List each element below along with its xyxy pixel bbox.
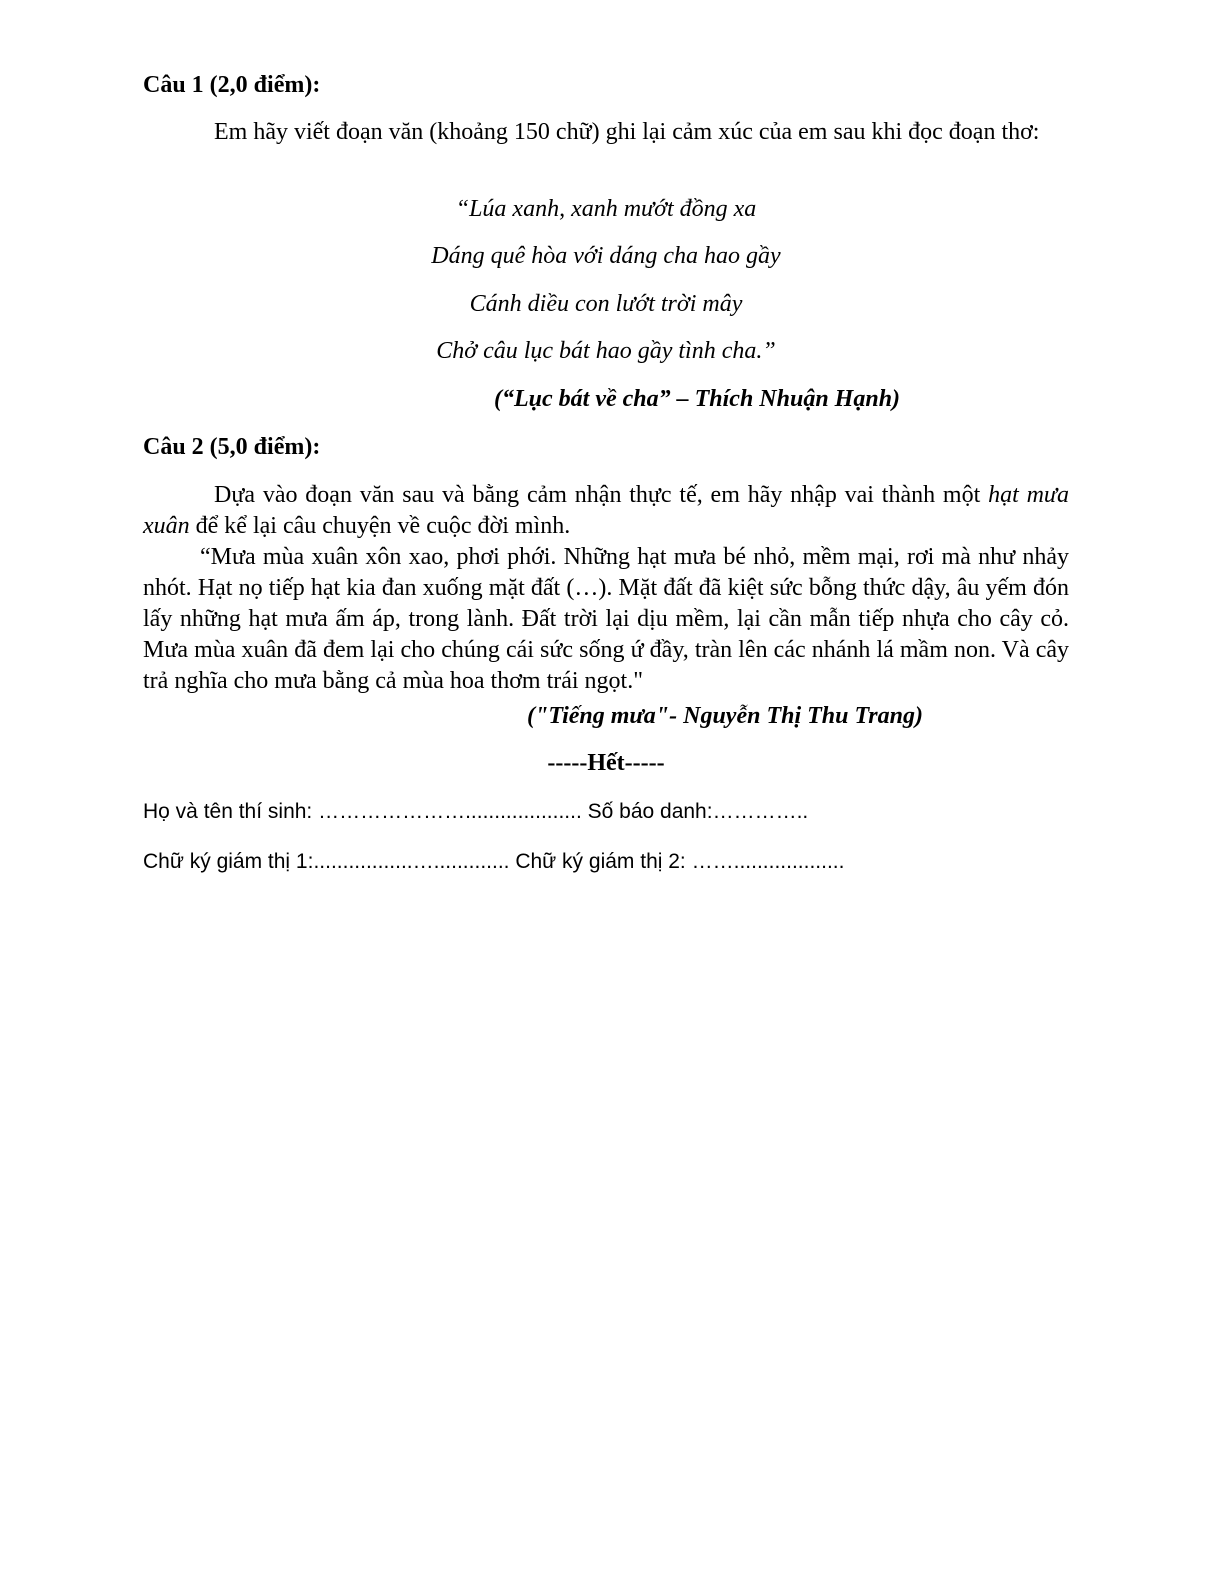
question2-body [143, 480, 1069, 697]
candidate-info-line: Họ và tên thí sinh: ………………….................... Số báo danh:………….. [143, 800, 809, 823]
question2-source: ("Tiếng mưa"- Nguyễn Thị Thu Trang) [527, 703, 923, 729]
question2-prompt [143, 480, 1069, 542]
question2-passage: “Mưa mùa xuân xôn xao, phơi phới. Những hạt mưa bé nhỏ, mềm mại, rơi mà như nhảy nhót. Hạt nọ tiếp hạt kia đan xuống mặt đất (…). Mặt đất đã kiệt sức bỗng thức dậy, âu yếm đón lấy những hạt mưa ấm áp, trong lành. Đất trời lại dịu mềm, lại cần mẫn tiếp nhựa cho cây cỏ. Mưa mùa xuân đã đem lại cho chúng cái sức sống ứ đầy, tràn lên các nhánh lá mầm non. Và cây trả nghĩa cho mưa bằng cả mùa hoa thơm trái ngọt." [143, 544, 1069, 694]
question1-prompt [143, 117, 1069, 148]
end-marker: -----Hết----- [547, 750, 665, 776]
question2-prompt-before: Dựa vào đoạn văn sau và bằng cảm nhận thực tế, em hãy nhập vai thành một [214, 482, 989, 508]
poem-line-2: Dáng quê hòa với dáng cha hao gầy [431, 243, 781, 269]
question1-source: (“Lục bát về cha” – Thích Nhuận Hạnh) [494, 386, 901, 412]
question2-prompt-after: để kể lại câu chuyện về cuộc đời mình. [189, 513, 571, 539]
question2-prompt-italic: hạt mưa xuân [143, 482, 1070, 539]
question1-prompt-text: Em hãy viết đoạn văn (khoảng 150 chữ) ghi lại cảm xúc của em sau khi đọc đoạn thơ: [214, 119, 1040, 145]
poem-line-1: “Lúa xanh, xanh mướt đồng xa [455, 196, 757, 222]
poem-line-3: Cánh diều con lướt trời mây [469, 291, 743, 317]
question1-heading: Câu 1 (2,0 điểm): [143, 72, 321, 98]
supervisor-signature-line: Chữ ký giám thị 1:.................…............. Chữ ký giám thị 2: ……................... [143, 850, 845, 873]
poem-line-4: Chở câu lục bát hao gầy tình cha.” [436, 338, 776, 364]
question2-heading: Câu 2 (5,0 điểm): [143, 434, 321, 460]
